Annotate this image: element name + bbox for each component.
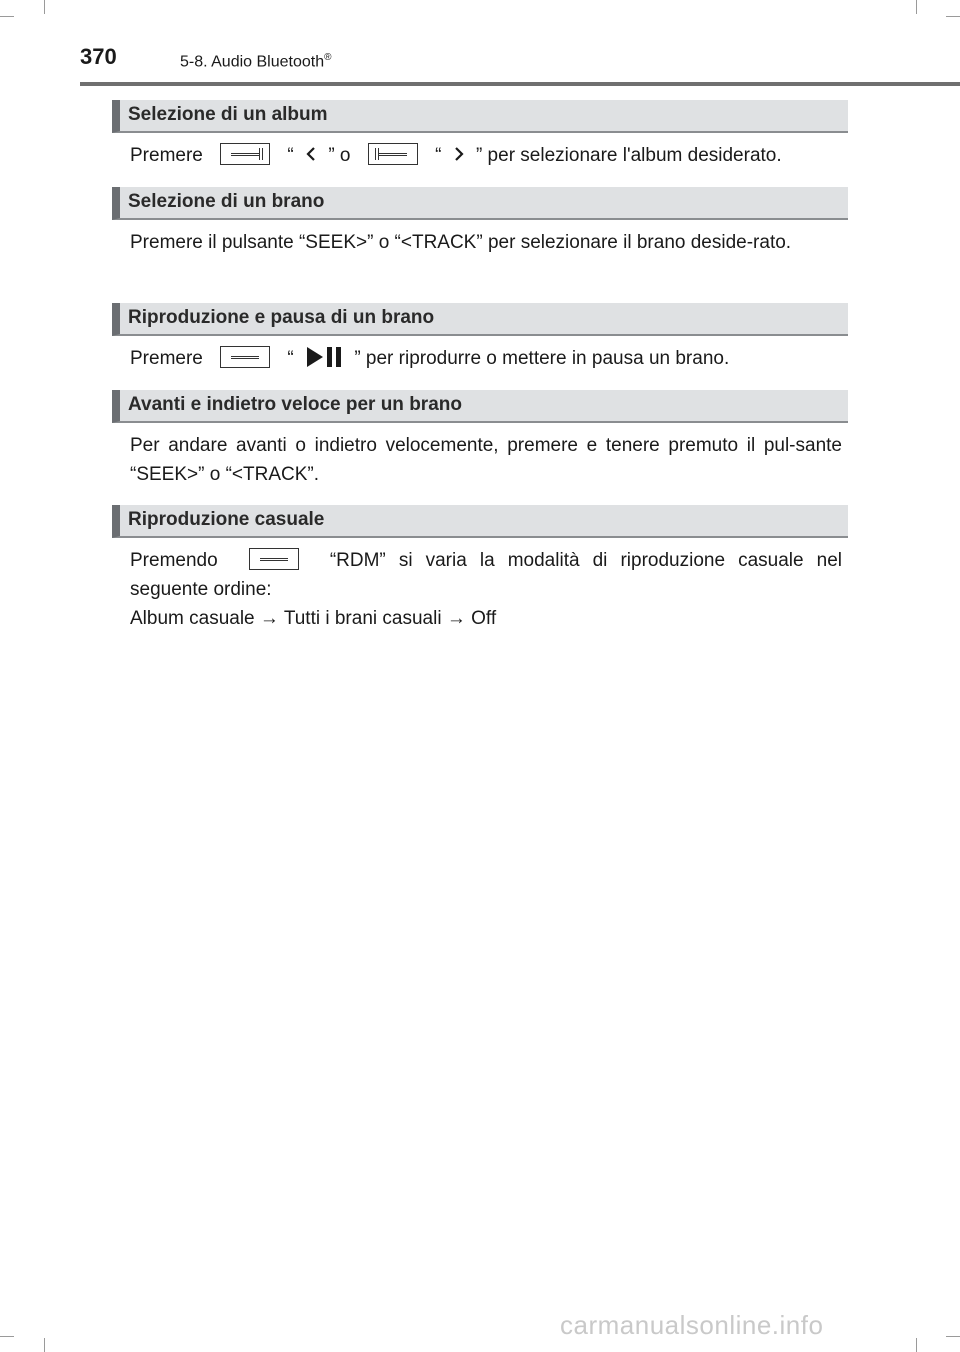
- heading-random-play: [112, 505, 848, 538]
- text-fragment: “: [287, 145, 294, 166]
- crop-mark: [44, 1338, 45, 1352]
- sequence-item: Album casuale: [130, 608, 255, 629]
- heading-text: Selezione di un brano: [128, 191, 325, 212]
- crop-mark: [916, 0, 917, 14]
- text-fragment: Premere: [130, 348, 203, 369]
- crop-mark: [0, 1336, 14, 1337]
- heading-text: Avanti e indietro veloce per un brano: [128, 394, 462, 415]
- heading-fast-forward: [112, 390, 848, 423]
- text-fragment: Premendo: [130, 550, 218, 571]
- sequence-item: Tutti i brani casuali: [283, 608, 442, 629]
- heading-text: Riproduzione e pausa di un brano: [128, 307, 435, 328]
- paragraph-random-play: [130, 546, 842, 604]
- play-pause-icon: [305, 345, 343, 369]
- button-icon: [249, 548, 299, 570]
- crop-mark: [946, 1336, 960, 1337]
- crop-mark: [0, 16, 14, 17]
- paragraph-track-selection: Premere il pulsante “SEEK>” o “<TRACK” per selezionare il brano deside-rato.: [130, 232, 792, 253]
- arrow-icon: →: [446, 608, 466, 629]
- chevron-right-icon: [453, 146, 465, 162]
- button-icon: [368, 143, 418, 165]
- arrow-icon: →: [259, 608, 279, 629]
- paragraph-play-pause: [130, 344, 842, 373]
- section-label: [180, 52, 331, 71]
- text-fragment: Premere: [130, 145, 203, 166]
- heading-album-selection: [112, 100, 848, 133]
- crop-mark: [946, 16, 960, 17]
- heading-track-selection: [112, 187, 848, 220]
- paragraph-fast-forward: Per andare avanti o indietro velocemente, premere e tenere premuto il pul-sante “SEEK>” o “<TRACK”.: [130, 435, 842, 485]
- text-fragment: ” o: [328, 145, 351, 166]
- button-icon: [220, 143, 270, 165]
- text-fragment: ” per selezionare l'album desiderato.: [475, 145, 782, 166]
- text-fragment: “: [435, 145, 442, 166]
- heading-text: Selezione di un album: [128, 104, 328, 125]
- sequence-item: Off: [471, 608, 497, 629]
- text-fragment: “RDM” si varia la modalità di riproduzione casuale nel seguente ordine:: [130, 550, 843, 600]
- watermark: carmanualsonline.info: [560, 1310, 824, 1340]
- crop-mark: [916, 1338, 917, 1352]
- section-label-text: 5-8. Audio Bluetooth: [180, 53, 325, 71]
- text-fragment: “: [287, 348, 294, 369]
- chevron-left-icon: [305, 146, 317, 162]
- random-mode-sequence: [130, 604, 842, 633]
- heading-play-pause: [112, 303, 848, 336]
- page-number: 370: [80, 44, 117, 69]
- paragraph-album-selection: [130, 141, 842, 170]
- button-icon: [220, 346, 270, 368]
- crop-mark: [44, 0, 45, 14]
- header-rule: [80, 82, 960, 86]
- text-fragment: ” per riprodurre o mettere in pausa un brano.: [354, 348, 730, 369]
- registered-mark: ®: [324, 52, 332, 63]
- heading-text: Riproduzione casuale: [128, 509, 325, 530]
